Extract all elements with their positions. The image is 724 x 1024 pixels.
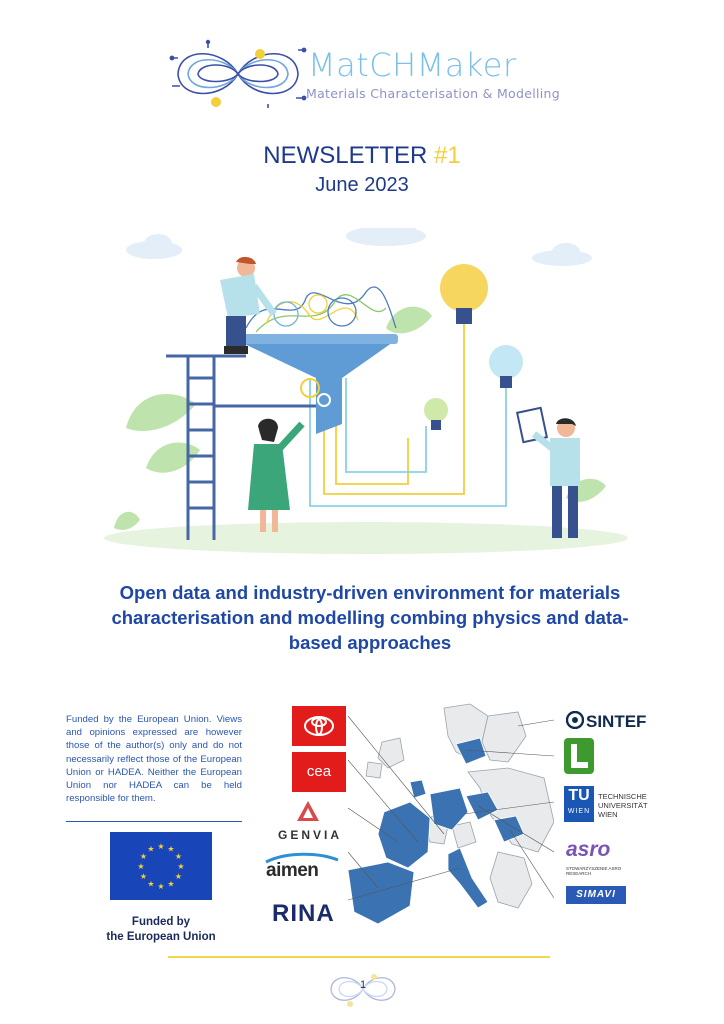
footer-divider bbox=[168, 956, 550, 958]
svg-text:★: ★ bbox=[157, 882, 165, 891]
svg-text:★: ★ bbox=[147, 844, 155, 854]
tu-wien-logo-text bbox=[598, 792, 648, 819]
eu-caption-line1: Funded by bbox=[131, 916, 191, 928]
tu-wien-logo-icon bbox=[564, 786, 594, 822]
svg-text:★: ★ bbox=[147, 879, 155, 889]
brand-tagline: Materials Characterisation & Modelling bbox=[306, 86, 560, 101]
tu-text-line: WIEN bbox=[598, 810, 618, 819]
lightbulb-icon bbox=[424, 264, 523, 430]
asro-subtitle: STOWARZYSZENIE ASRO RESEARCH bbox=[566, 866, 622, 876]
divider bbox=[66, 821, 242, 822]
tu-text-line: TECHNISCHE bbox=[598, 792, 647, 801]
funding-disclaimer: Funded by the European Union. Views and opinions expressed are however those of the author(s) only and do not necessarily reflect those of the European Union or HADEA. Neither the European Union nor HADEA can be held responsible for them. bbox=[66, 714, 242, 805]
tu-mark-bottom: WIEN bbox=[567, 808, 591, 815]
svg-text:★: ★ bbox=[174, 852, 183, 861]
simavi-logo: SIMAVI bbox=[566, 886, 626, 904]
svg-text:★: ★ bbox=[139, 852, 148, 861]
matchmaker-logo-icon bbox=[168, 38, 308, 110]
svg-text:★: ★ bbox=[177, 862, 185, 871]
newsletter-number: #1 bbox=[433, 142, 461, 169]
sintef-mark-icon bbox=[566, 711, 584, 729]
eu-caption-line2: the European Union bbox=[106, 931, 216, 943]
page-number: 1 bbox=[359, 979, 367, 991]
data-funnel-illustration bbox=[96, 228, 636, 558]
headline: Open data and industry-driven environment for materials characterisation and modelling combing physics and data-based approaches bbox=[111, 582, 629, 653]
svg-text:★: ★ bbox=[157, 842, 165, 851]
partner-green-logo-icon bbox=[564, 738, 594, 774]
svg-text:★: ★ bbox=[137, 862, 145, 871]
genvia-logo: GENVIA bbox=[278, 828, 343, 842]
rina-logo: RINA bbox=[272, 900, 335, 927]
svg-text:★: ★ bbox=[139, 872, 148, 881]
newsletter-label: NEWSLETTER bbox=[263, 142, 428, 169]
eu-funding-caption bbox=[90, 915, 232, 945]
tu-mark-top: TU bbox=[568, 787, 590, 804]
eu-flag-icon bbox=[110, 832, 212, 900]
cea-logo bbox=[292, 752, 346, 792]
cea-logo-text: cea bbox=[306, 763, 332, 780]
newsletter-title bbox=[0, 142, 724, 170]
genvia-mark-icon bbox=[296, 800, 320, 822]
svg-text:★: ★ bbox=[167, 879, 175, 889]
sintef-logo: SINTEF bbox=[586, 712, 647, 731]
aimen-logo: aimen bbox=[266, 860, 319, 881]
asro-logo: asro bbox=[566, 838, 611, 861]
brand-name: MatCHMaker bbox=[308, 46, 517, 84]
svg-text:★: ★ bbox=[167, 844, 175, 854]
newsletter-date: June 2023 bbox=[315, 174, 409, 196]
tu-text-line: UNIVERSITÄT bbox=[598, 801, 648, 810]
toyota-logo bbox=[292, 706, 346, 746]
svg-text:★: ★ bbox=[174, 872, 183, 881]
cloud-icon bbox=[126, 228, 592, 266]
europe-partner-map bbox=[348, 702, 554, 938]
